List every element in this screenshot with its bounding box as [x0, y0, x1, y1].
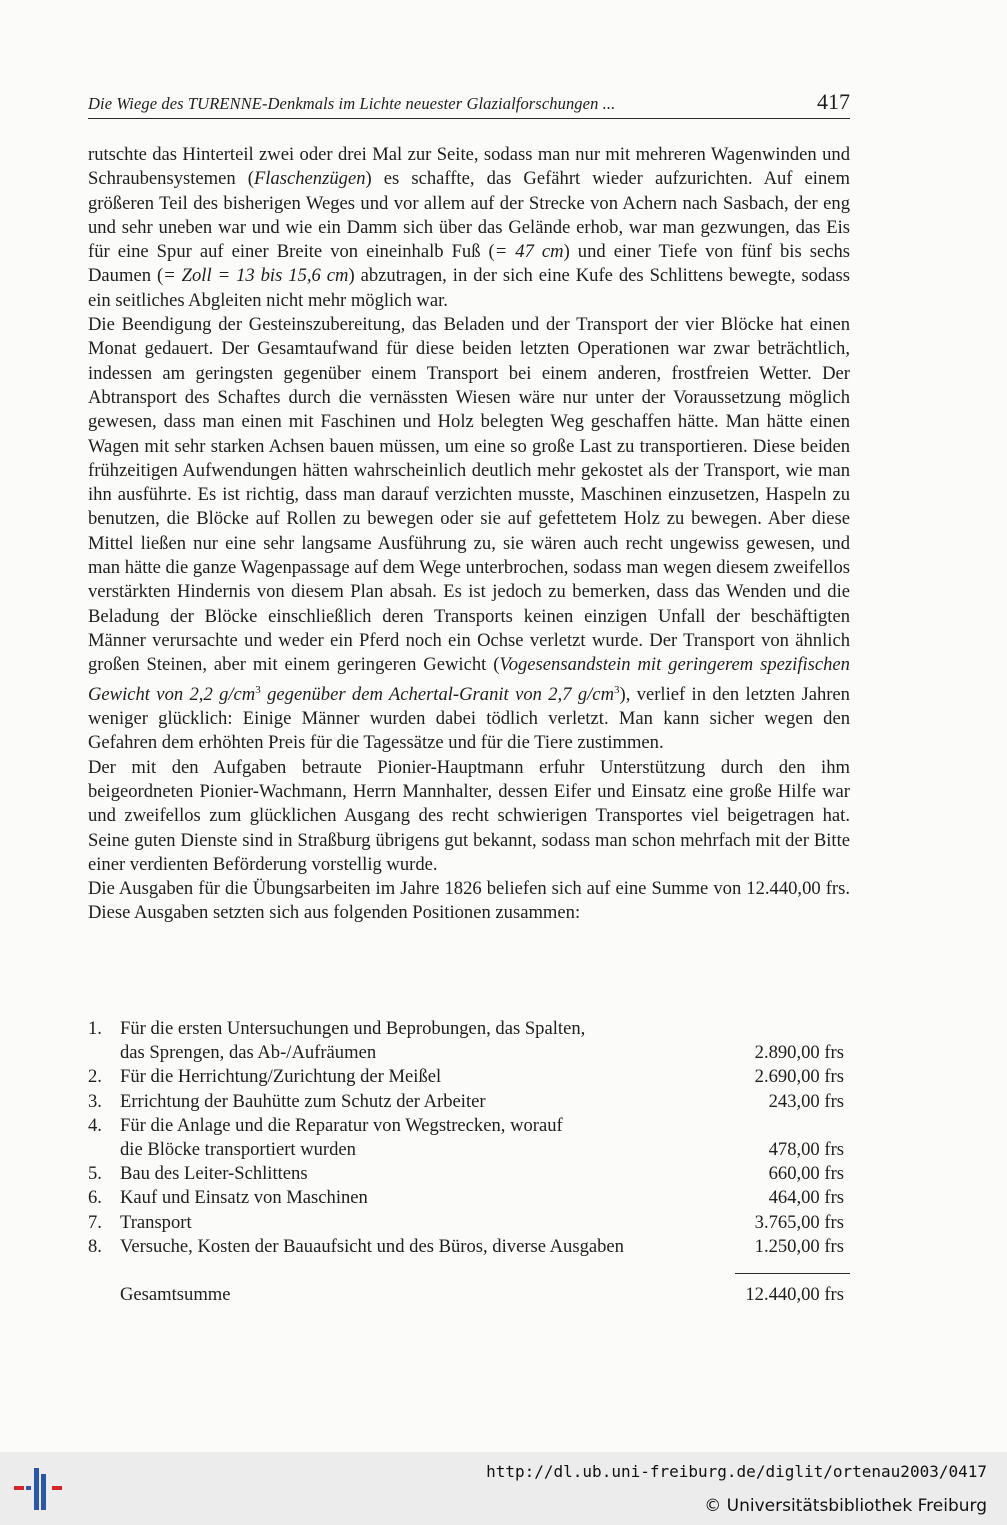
cost-item-text	[120, 1017, 710, 1065]
cost-item-number: 4.	[88, 1114, 102, 1136]
body-text	[88, 143, 850, 926]
cost-item-amount: 2.690,00 frs	[754, 1066, 844, 1088]
cost-item-number: 6.	[88, 1187, 102, 1209]
cost-item-text	[120, 1090, 710, 1114]
cost-item-number: 7.	[88, 1211, 102, 1233]
cost-item-line: das Sprengen, das Ab-/Aufräumen	[120, 1042, 377, 1064]
cost-item-line: Für die Herrichtung/Zurichtung der Meißel	[120, 1066, 442, 1088]
cost-item-line: Errichtung der Bauhütte zum Schutz der Arbeiter	[120, 1090, 486, 1112]
cost-item-text	[120, 1162, 710, 1186]
cost-item-number: 2.	[88, 1066, 102, 1088]
total-label: Gesamtsumme	[120, 1284, 231, 1305]
cost-item-text	[120, 1114, 710, 1162]
cost-item	[88, 1186, 850, 1210]
cost-item-amount: 2.890,00 frs	[754, 1042, 844, 1064]
footer-url[interactable]: http://dl.ub.uni-freiburg.de/diglit/ortenau2003/0417	[486, 1462, 987, 1481]
cost-item-amount: 478,00 frs	[768, 1139, 844, 1161]
paragraph-2: Die Beendigung der Gesteinszubereitung, das Beladen und der Transport der vier Blöcke hat einen Monat gedauert. Der Gesamtaufwand für diese beiden letzten Operationen war zwar beträchtlich, indessen am geringsten gegenüber einem Transport bei einem anderen, frostfreien Wetter. Der Abtransport des Schaftes durch die vernässten Wiesen wäre nur unter der Voraussetzung möglich gewesen, dass man einen mit Faschinen und Holz belegten Weg geschaffen hätte. Man hätte einen Wagen mit sehr starken Achsen bauen müssen, um eine so große Last zu transportieren. Diese beiden frühzeitigen Aufwendungen hätten wahrscheinlich deutlich mehr gekostet als der Transport, wie man ihn ausführte. Es ist richtig, dass man darauf verzichten musste, Maschinen einzusetzen, Haspeln zu benutzen, die Blöcke auf Rollen zu bewegen oder sie auf gefettetem Holz zu bewegen. Aber diese Mittel ließen nur eine sehr langsame Ausführung zu, sie wären auch recht ungewiss gewesen, und man hätte die ganze Wagenpassage auf dem Wege unterbrochen, sodass man wegen diesem zweifellos verstärkten Hindernis von diesem Plan absah. Es ist jedoch zu bemerken, dass das Wenden und die Beladung der Blöcke einschließlich deren Transports keinen einzigen Unfall der beschäftigten Männer verursachte und weder ein Pferd noch ein Ochse verletzt wurde. Der Transport von ähnlich großen Steinen, aber mit einem geringeren Gewicht (Vogesensandstein mit geringerem spezifischen Gewicht von 2,2 $g/cm^3$ gegenüber dem Achertal-Granit von 2,7 $g/cm^3$), verlief in den letzten Jahren weniger glücklich: Einige Männer wurden dabei tödlich verletzt. Man kann sicher wegen den Gefahren dem erhöhten Preis für die Tagessätze und für die Tiere zustimmen.	[88, 314, 850, 754]
cost-list	[88, 1017, 850, 1259]
cost-item-number: 8.	[88, 1235, 102, 1257]
footer-copyright: © Universitätsbibliothek Freiburg	[704, 1496, 987, 1516]
ub-freiburg-logo-icon	[14, 1466, 64, 1512]
cost-item-text	[120, 1211, 710, 1235]
cost-item-line: Kauf und Einsatz von Maschinen	[120, 1187, 368, 1209]
cost-item	[88, 1114, 850, 1162]
cost-item	[88, 1090, 850, 1114]
cost-item-line: Bau des Leiter-Schlittens	[120, 1163, 308, 1185]
cost-item	[88, 1065, 850, 1089]
cost-item-line: Für die ersten Untersuchungen und Beprobungen, das Spalten,	[120, 1018, 586, 1039]
paragraph-3: Der mit den Aufgaben betraute Pionier-Hauptmann erfuhr Unterstützung durch den ihm beigeordneten Pionier-Wachmann, Herrn Mannhalter, dessen Eifer und Einsatz eine große Hilfe war und zweifellos zum glücklichen Ausgang des recht schwierigen Transportes viel beigetragen hat. Seine guten Dienste sind in Straßburg übrigens gut bekannt, sodass man schon mehrfach mit der Bitte einer verdienten Beförderung vorstellig wurde.	[88, 756, 850, 875]
paragraph-4: Die Ausgaben für die Übungsarbeiten im Jahre 1826 beliefen sich auf eine Summe von 12.440,00 frs. Diese Ausgaben setzten sich aus folgenden Positionen zusammen:	[88, 878, 850, 924]
cost-item	[88, 1235, 850, 1259]
running-header	[88, 86, 850, 119]
cost-item-amount: 243,00 frs	[768, 1090, 844, 1112]
cost-item-text	[120, 1186, 710, 1210]
cost-item-line: Transport	[120, 1211, 192, 1233]
cost-item-amount: 3.765,00 frs	[754, 1211, 844, 1233]
cost-item-number: 1.	[88, 1018, 102, 1039]
cost-item-text	[120, 1235, 710, 1259]
cost-item-number: 3.	[88, 1090, 102, 1112]
cost-item-line: die Blöcke transportiert wurden	[120, 1139, 356, 1161]
cost-item	[88, 1162, 850, 1186]
cost-item-amount: 1.250,00 frs	[754, 1235, 844, 1257]
cost-item-number: 5.	[88, 1163, 102, 1185]
page-number: 417	[817, 89, 850, 114]
cost-item	[88, 1017, 850, 1065]
total-row	[120, 1283, 844, 1307]
cost-item-amount: 464,00 frs	[768, 1187, 844, 1209]
cost-item	[88, 1211, 850, 1235]
cost-item-amount: 660,00 frs	[768, 1163, 844, 1185]
cost-item-line: Versuche, Kosten der Bauaufsicht und des Büros, diverse Ausgaben	[120, 1235, 624, 1257]
footer-bar	[0, 1452, 1007, 1525]
cost-item-line: Für die Anlage und die Reparatur von Wegstrecken, worauf	[120, 1114, 563, 1136]
total-rule	[735, 1273, 850, 1274]
cost-item-text	[120, 1065, 710, 1089]
paragraph-1: rutschte das Hinterteil zwei oder drei Mal zur Seite, sodass man nur mit mehreren Wagenwinden und Schraubensystemen (Flaschenzügen) es schaffte, das Gefährt wieder aufzurichten. Auf einem größeren Teil des bisherigen Weges und vor allem auf der Strecke von Achern nach Sasbach, der eng und sehr uneben war und wie ein Damm sich über das Gelände erhob, war man gezwungen, das Eis für eine Spur auf einer Breite von eineinhalb Fuß (= 47 cm) und einer Tiefe von fünf bis sechs Daumen (= Zoll = 13 bis 15,6 cm) abzutragen, in der sich eine Kufe des Schlittens bewegte, sodass ein seitliches Abgleiten nicht mehr möglich war.	[88, 144, 851, 311]
running-title: Die Wiege des TURENNE-Denkmals im Lichte neuester Glazialforschungen ...	[88, 94, 616, 113]
total-amount: 12.440,00 frs	[745, 1284, 844, 1305]
